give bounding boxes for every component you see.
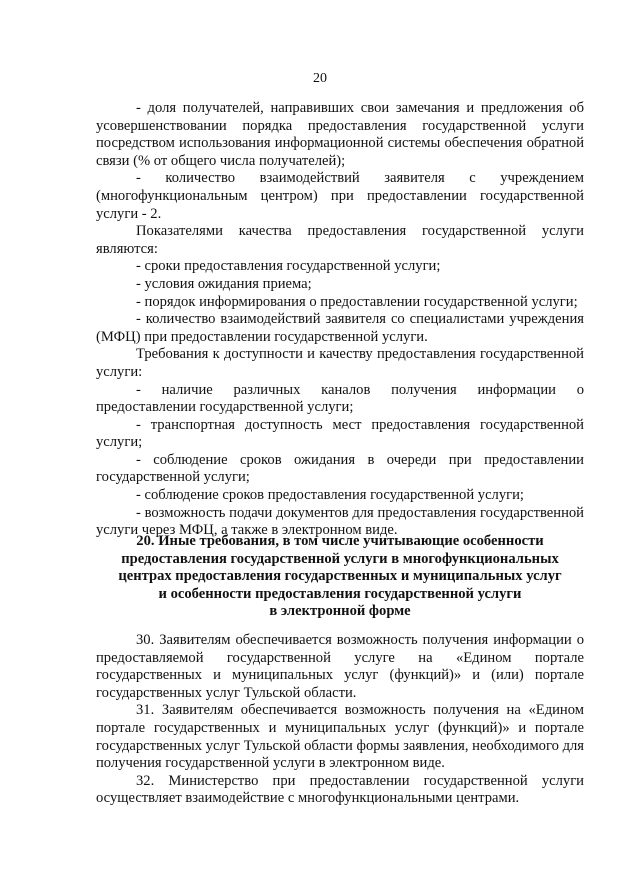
paragraph: 31. Заявителям обеспечивается возможность получения на «Едином портале государственных и муниципальных услуг (функций)» и портале государственных услуг Тульской области формы заявления, необходимого для получения государственной услуги в электронном виде. bbox=[96, 702, 584, 772]
paragraph: - количество взаимодействий заявителя с учреждением (многофункциональным центром) при предоставлении государственной услуги - 2. bbox=[96, 170, 584, 222]
heading-line: 20. Иные требования, в том числе учитывающие особенности bbox=[136, 533, 544, 549]
paragraph: - доля получателей, направивших свои замечания и предложения об усовершенствовании порядка предоставления государственной услуги посредством использования информационной системы обеспечения обратной связи (% от общего числа получателей); bbox=[96, 100, 584, 169]
paragraph: - наличие различных каналов получения информации о предоставлении государственной услуги; bbox=[96, 381, 584, 416]
criteria-list bbox=[96, 100, 584, 540]
paragraph: - порядок информирования о предоставлении государственной услуги; bbox=[136, 293, 578, 310]
paragraph: Показателями качества предоставления государственной услуги являются: bbox=[96, 223, 584, 257]
paragraph: Требования к доступности и качеству предоставления государственной услуги: bbox=[96, 346, 584, 380]
paragraph: 32. Министерство при предоставлении государственной услуги осуществляет взаимодействие с многофункциональными центрами. bbox=[96, 772, 584, 807]
paragraph: - соблюдение сроков ожидания в очереди при предоставлении государственной услуги; bbox=[96, 451, 584, 486]
paragraph: - возможность подачи документов для предоставления государственной услуги через МФЦ, а также в электронном виде. bbox=[96, 504, 584, 539]
paragraph: - количество взаимодействий заявителя со специалистами учреждения (МФЦ) при предоставлении государственной услуги. bbox=[96, 311, 584, 345]
paragraph: - условия ожидания приема; bbox=[136, 275, 312, 292]
paragraph: - транспортная доступность мест предоставления государственной услуги; bbox=[96, 416, 584, 451]
heading-line: и особенности предоставления государственной услуги bbox=[158, 585, 522, 602]
page-number: 20 bbox=[313, 71, 327, 86]
heading-line: центрах предоставления государственных и муниципальных услуг bbox=[118, 568, 562, 585]
heading-line: в электронной форме bbox=[269, 603, 411, 620]
paragraph: - сроки предоставления государственной услуги; bbox=[136, 258, 441, 275]
heading-line: предоставления государственной услуги в многофункциональных bbox=[121, 550, 559, 567]
paragraph: 30. Заявителям обеспечивается возможность получения информации о предоставляемой государственной услуге на «Едином портале государственных и муниципальных услуг (функций)» и (или) портале государственных услуг Тульской области. bbox=[96, 632, 584, 701]
paragraph: - соблюдение сроков предоставления государственной услуги; bbox=[136, 487, 524, 504]
section-heading bbox=[96, 533, 584, 621]
section-body bbox=[96, 632, 584, 808]
